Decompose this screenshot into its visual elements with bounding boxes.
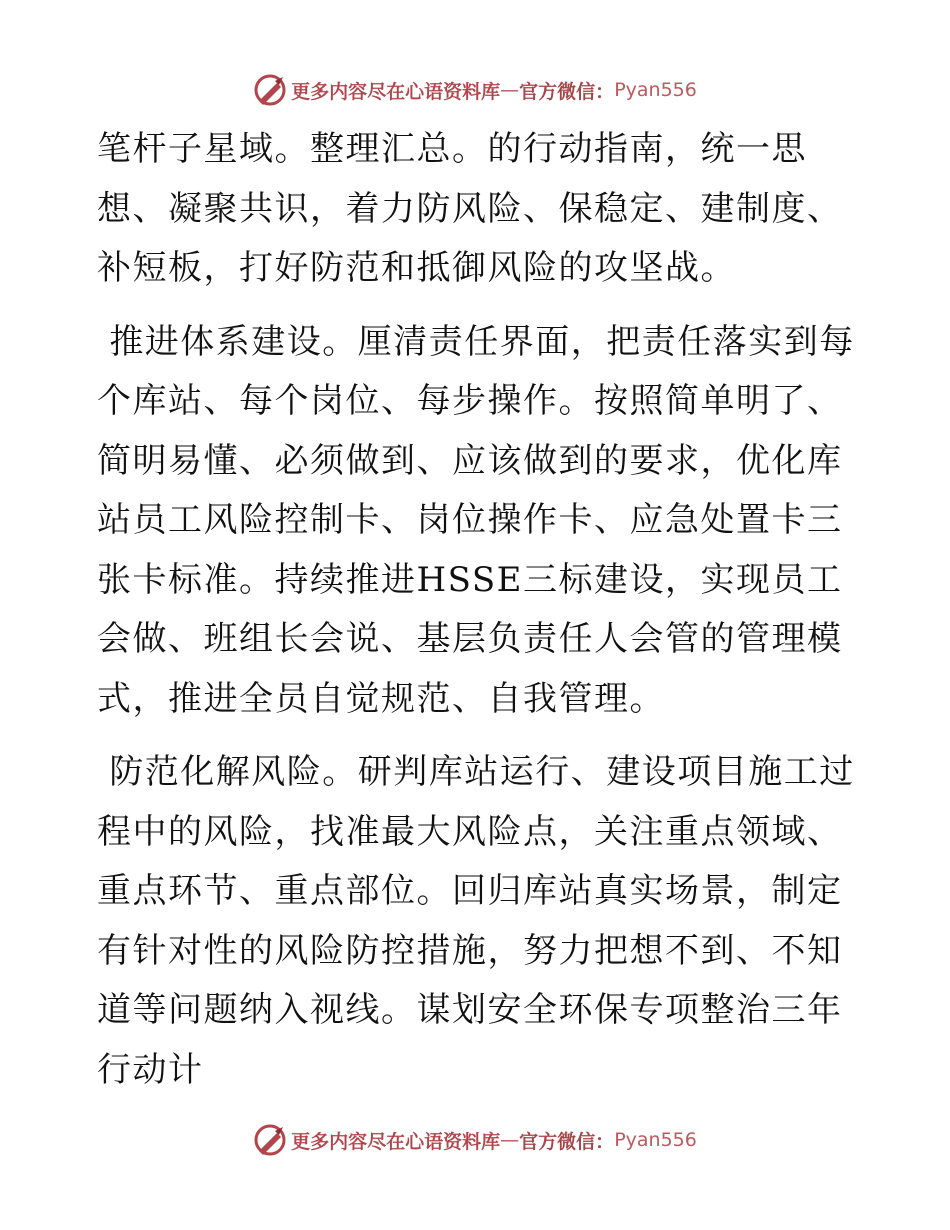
paragraph-1: 笔杆子星域。整理汇总。的行动指南，统一思想、凝聚共识，着力防风险、保稳定、建制度、补短板，打好防范和抵御风险的攻坚战。	[97, 129, 843, 288]
watermark-wechat-id: Pyan556	[614, 1129, 697, 1151]
watermark-brand: 更多内容尽在心语资料库	[291, 80, 501, 103]
paragraph-2: 推进体系建设。厘清责任界面，把责任落实到每个库站、每个岗位、每步操作。按照简单明了、简明易懂、必须做到、应该做到的要求，优化库站员工风险控制卡、岗位操作卡、应急处置卡三张卡标准。持续推进HSSE三标建设，实现员工会做、班组长会说、基层负责任人会管的管理模式，推进全员自觉规范、自我管理。	[97, 321, 855, 719]
document-body	[97, 120, 857, 1100]
watermark-brand: 更多内容尽在心语资料库	[291, 1130, 501, 1153]
watermark-wechat-label: 官方微信：	[519, 80, 615, 103]
watermark-separator: —	[500, 1129, 520, 1151]
pen-logo-icon	[253, 1123, 287, 1157]
header-watermark	[0, 70, 950, 110]
footer-watermark	[0, 1120, 950, 1160]
watermark-separator: —	[500, 79, 520, 101]
watermark-wechat-label: 官方微信：	[519, 1130, 615, 1153]
pen-logo-icon	[253, 73, 287, 107]
paragraph-3: 防范化解风险。研判库站运行、建设项目施工过程中的风险，找准最大风险点，关注重点领域、重点环节、重点部位。回归库站真实场景，制定有针对性的风险防控措施，努力把想不到、不知道等问题纳入视线。谋划安全环保专项整治三年行动计	[97, 752, 855, 1090]
watermark-wechat-id: Pyan556	[614, 79, 697, 101]
